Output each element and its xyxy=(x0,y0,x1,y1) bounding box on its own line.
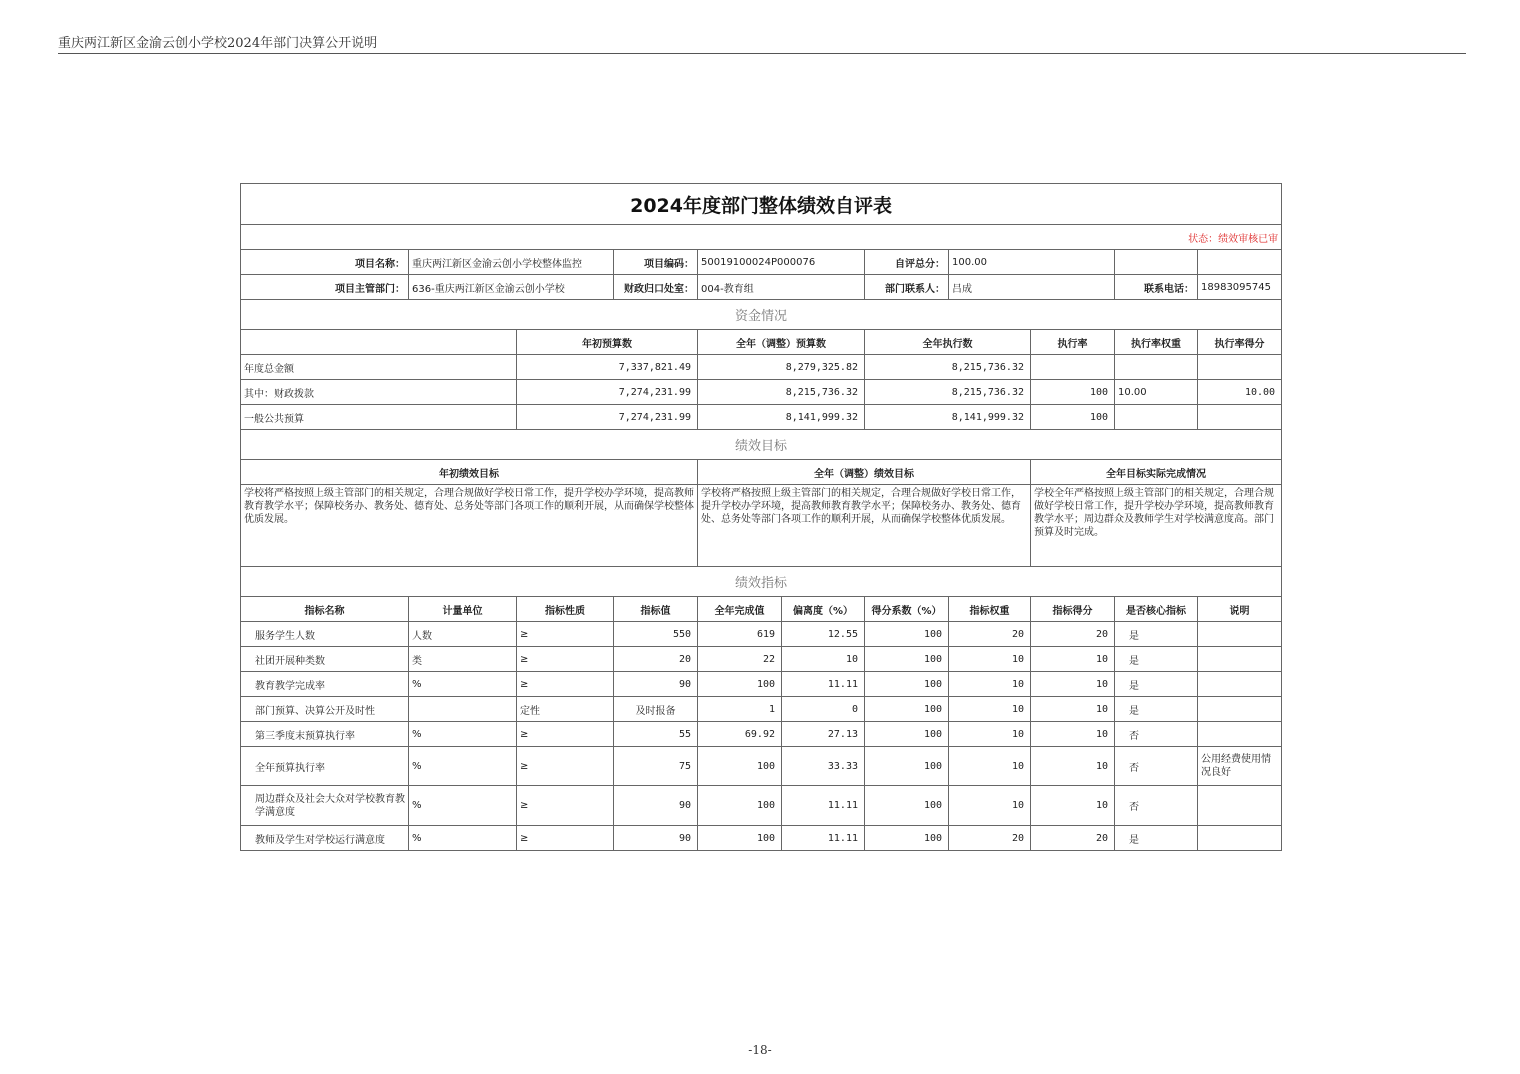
indicator-unit xyxy=(409,697,517,722)
project-code-label: 项目编码： xyxy=(614,250,698,275)
finance-label: 财政归口处室： xyxy=(614,275,698,300)
contact-person: 吕成 xyxy=(949,275,1115,300)
funds-executed: 8,215,736.32 xyxy=(865,380,1031,405)
indicator-deviation: 33.33 xyxy=(782,747,865,786)
indicator-target: 及时报备 xyxy=(614,697,698,722)
indicator-score: 10 xyxy=(1031,647,1115,672)
self-score-label: 自评总分： xyxy=(865,250,949,275)
funds-header-row xyxy=(241,330,1282,355)
indicator-score: 10 xyxy=(1031,722,1115,747)
funds-row xyxy=(241,405,1282,430)
indicator-coefficient: 100 xyxy=(865,722,949,747)
indicator-deviation: 11.11 xyxy=(782,672,865,697)
indicator-unit: % xyxy=(409,747,517,786)
indicator-header: 全年完成值 xyxy=(698,597,782,622)
contact-label: 部门联系人： xyxy=(865,275,949,300)
phone-number: 18983095745 xyxy=(1198,275,1282,300)
empty-cell xyxy=(241,330,517,355)
indicator-actual: 22 xyxy=(698,647,782,672)
goals-header-row xyxy=(241,460,1282,485)
indicator-header: 指标名称 xyxy=(241,597,409,622)
indicator-note xyxy=(1198,722,1282,747)
indicator-header: 指标性质 xyxy=(517,597,614,622)
indicator-name: 社团开展种类数 xyxy=(241,647,409,672)
indicator-unit: % xyxy=(409,722,517,747)
indicator-name: 全年预算执行率 xyxy=(241,747,409,786)
funds-row xyxy=(241,380,1282,405)
indicator-nature: ≥ xyxy=(517,647,614,672)
indicator-actual: 100 xyxy=(698,826,782,851)
indicator-note xyxy=(1198,697,1282,722)
self-score: 100.00 xyxy=(949,250,1115,275)
funds-rate: 100 xyxy=(1031,405,1115,430)
goals-section-title: 绩效目标 xyxy=(241,430,1282,460)
indicator-weight: 20 xyxy=(949,826,1031,851)
empty-cell xyxy=(1198,250,1282,275)
goals-header: 全年目标实际完成情况 xyxy=(1031,460,1282,485)
indicator-coefficient: 100 xyxy=(865,697,949,722)
indicator-weight: 20 xyxy=(949,622,1031,647)
project-row-1 xyxy=(241,250,1282,275)
indicator-coefficient: 100 xyxy=(865,672,949,697)
indicator-target: 55 xyxy=(614,722,698,747)
funds-initial: 7,274,231.99 xyxy=(517,380,698,405)
funds-rate xyxy=(1031,355,1115,380)
finance-office: 004-教育组 xyxy=(698,275,865,300)
indicator-row xyxy=(241,647,1282,672)
funds-section-title: 资金情况 xyxy=(241,300,1282,330)
indicator-target: 550 xyxy=(614,622,698,647)
indicator-actual: 100 xyxy=(698,747,782,786)
indicator-name: 教师及学生对学校运行满意度 xyxy=(241,826,409,851)
indicator-name: 周边群众及社会大众对学校教育教学满意度 xyxy=(241,786,409,826)
indicator-target: 90 xyxy=(614,672,698,697)
indicator-weight: 10 xyxy=(949,747,1031,786)
indicators-section-title: 绩效指标 xyxy=(241,567,1282,597)
indicator-name: 第三季度末预算执行率 xyxy=(241,722,409,747)
indicator-note xyxy=(1198,647,1282,672)
indicator-core: 否 xyxy=(1115,786,1198,826)
indicator-note xyxy=(1198,622,1282,647)
indicator-deviation: 27.13 xyxy=(782,722,865,747)
indicator-deviation: 12.55 xyxy=(782,622,865,647)
indicator-row xyxy=(241,622,1282,647)
indicator-row xyxy=(241,747,1282,786)
indicator-target: 20 xyxy=(614,647,698,672)
indicator-coefficient: 100 xyxy=(865,786,949,826)
project-row-2 xyxy=(241,275,1282,300)
indicator-deviation: 0 xyxy=(782,697,865,722)
funds-adjusted: 8,141,999.32 xyxy=(698,405,865,430)
funds-weight xyxy=(1115,355,1198,380)
indicator-header: 指标值 xyxy=(614,597,698,622)
funds-row xyxy=(241,355,1282,380)
indicator-weight: 10 xyxy=(949,786,1031,826)
indicator-score: 10 xyxy=(1031,747,1115,786)
funds-score xyxy=(1198,355,1282,380)
indicator-weight: 10 xyxy=(949,647,1031,672)
funds-score: 10.00 xyxy=(1198,380,1282,405)
indicator-actual: 69.92 xyxy=(698,722,782,747)
indicator-header: 计量单位 xyxy=(409,597,517,622)
indicator-row xyxy=(241,722,1282,747)
indicator-actual: 100 xyxy=(698,786,782,826)
indicator-name: 部门预算、决算公开及时性 xyxy=(241,697,409,722)
indicator-actual: 619 xyxy=(698,622,782,647)
indicator-core: 是 xyxy=(1115,647,1198,672)
funds-initial: 7,337,821.49 xyxy=(517,355,698,380)
indicator-name: 教育教学完成率 xyxy=(241,672,409,697)
goals-header: 年初绩效目标 xyxy=(241,460,698,485)
funds-adjusted: 8,279,325.82 xyxy=(698,355,865,380)
indicator-header: 说明 xyxy=(1198,597,1282,622)
indicator-deviation: 11.11 xyxy=(782,826,865,851)
indicator-unit: % xyxy=(409,826,517,851)
indicator-header: 指标权重 xyxy=(949,597,1031,622)
indicator-note xyxy=(1198,786,1282,826)
adjusted-goal-text: 学校将严格按照上级主管部门的相关规定，合理合规做好学校日常工作，提升学校办学环境，提高教师教育教学水平；保障校务办、教务处、德育处、总务处等部门各项工作的顺利开展，从而确保学校整体优质发展。 xyxy=(698,485,1031,567)
funds-row-label: 其中：财政拨款 xyxy=(241,380,517,405)
project-code: 50019100024P000076 xyxy=(698,250,865,275)
indicator-core: 是 xyxy=(1115,697,1198,722)
funds-header: 全年执行数 xyxy=(865,330,1031,355)
indicator-unit: 类 xyxy=(409,647,517,672)
funds-header: 全年（调整）预算数 xyxy=(698,330,865,355)
indicator-weight: 10 xyxy=(949,672,1031,697)
header-title: 重庆两江新区金渝云创小学校2024年部门决算公开说明 xyxy=(58,36,378,51)
indicator-score: 20 xyxy=(1031,622,1115,647)
indicator-target: 75 xyxy=(614,747,698,786)
indicator-nature: ≥ xyxy=(517,747,614,786)
project-name: 重庆两江新区金渝云创小学校整体监控 xyxy=(409,250,614,275)
page-number: -18- xyxy=(748,1043,772,1057)
funds-header: 执行率 xyxy=(1031,330,1115,355)
indicator-row xyxy=(241,697,1282,722)
indicator-core: 是 xyxy=(1115,672,1198,697)
indicator-core: 是 xyxy=(1115,622,1198,647)
funds-row-label: 一般公共预算 xyxy=(241,405,517,430)
indicator-deviation: 10 xyxy=(782,647,865,672)
funds-row-label: 年度总金额 xyxy=(241,355,517,380)
indicator-nature: ≥ xyxy=(517,826,614,851)
indicator-unit: % xyxy=(409,786,517,826)
phone-label: 联系电话： xyxy=(1115,275,1198,300)
indicator-actual: 100 xyxy=(698,672,782,697)
empty-cell xyxy=(1115,250,1198,275)
indicator-score: 20 xyxy=(1031,826,1115,851)
indicator-coefficient: 100 xyxy=(865,647,949,672)
funds-header: 年初预算数 xyxy=(517,330,698,355)
status-badge: 状态：绩效审核已审 xyxy=(241,225,1282,250)
indicator-nature: ≥ xyxy=(517,786,614,826)
funds-header: 执行率得分 xyxy=(1198,330,1282,355)
goals-header: 全年（调整）绩效目标 xyxy=(698,460,1031,485)
indicator-row xyxy=(241,826,1282,851)
performance-self-evaluation-table xyxy=(240,183,1282,851)
indicator-weight: 10 xyxy=(949,697,1031,722)
page-header xyxy=(58,32,1466,54)
dept: 636-重庆两江新区金渝云创小学校 xyxy=(409,275,614,300)
indicator-score: 10 xyxy=(1031,697,1115,722)
indicator-note: 公用经费使用情况良好 xyxy=(1198,747,1282,786)
indicator-nature: ≥ xyxy=(517,672,614,697)
funds-executed: 8,215,736.32 xyxy=(865,355,1031,380)
indicator-core: 是 xyxy=(1115,826,1198,851)
project-name-label: 项目名称： xyxy=(241,250,409,275)
actual-completion-text: 学校全年严格按照上级主管部门的相关规定，合理合规做好学校日常工作，提升学校办学环境，提高教师教育教学水平；周边群众及教师学生对学校满意度高。部门预算及时完成。 xyxy=(1031,485,1282,567)
goals-text-row xyxy=(241,485,1282,567)
indicator-target: 90 xyxy=(614,826,698,851)
indicator-nature: 定性 xyxy=(517,697,614,722)
indicator-header: 指标得分 xyxy=(1031,597,1115,622)
indicator-row xyxy=(241,786,1282,826)
indicator-weight: 10 xyxy=(949,722,1031,747)
indicator-score: 10 xyxy=(1031,672,1115,697)
indicator-row xyxy=(241,672,1282,697)
indicator-nature: ≥ xyxy=(517,722,614,747)
initial-goal-text: 学校将严格按照上级主管部门的相关规定，合理合规做好学校日常工作，提升学校办学环境，提高教师教育教学水平；保障校务办、教务处、德育处、总务处等部门各项工作的顺利开展，从而确保学校整体优质发展。 xyxy=(241,485,698,567)
funds-score xyxy=(1198,405,1282,430)
indicator-coefficient: 100 xyxy=(865,826,949,851)
indicator-core: 否 xyxy=(1115,722,1198,747)
indicator-note xyxy=(1198,826,1282,851)
indicator-header: 偏离度（%） xyxy=(782,597,865,622)
funds-initial: 7,274,231.99 xyxy=(517,405,698,430)
indicator-actual: 1 xyxy=(698,697,782,722)
indicator-header: 是否核心指标 xyxy=(1115,597,1198,622)
table-title: 2024年度部门整体绩效自评表 xyxy=(241,184,1282,225)
indicator-name: 服务学生人数 xyxy=(241,622,409,647)
funds-weight: 10.00 xyxy=(1115,380,1198,405)
indicator-unit: 人数 xyxy=(409,622,517,647)
indicator-coefficient: 100 xyxy=(865,622,949,647)
funds-rate: 100 xyxy=(1031,380,1115,405)
funds-weight xyxy=(1115,405,1198,430)
funds-executed: 8,141,999.32 xyxy=(865,405,1031,430)
indicator-score: 10 xyxy=(1031,786,1115,826)
indicator-core: 否 xyxy=(1115,747,1198,786)
dept-label: 项目主管部门： xyxy=(241,275,409,300)
indicator-coefficient: 100 xyxy=(865,747,949,786)
indicator-header: 得分系数（%） xyxy=(865,597,949,622)
indicator-header-row xyxy=(241,597,1282,622)
indicator-deviation: 11.11 xyxy=(782,786,865,826)
indicator-note xyxy=(1198,672,1282,697)
funds-header: 执行率权重 xyxy=(1115,330,1198,355)
indicator-unit: % xyxy=(409,672,517,697)
funds-adjusted: 8,215,736.32 xyxy=(698,380,865,405)
indicator-nature: ≥ xyxy=(517,622,614,647)
indicator-target: 90 xyxy=(614,786,698,826)
